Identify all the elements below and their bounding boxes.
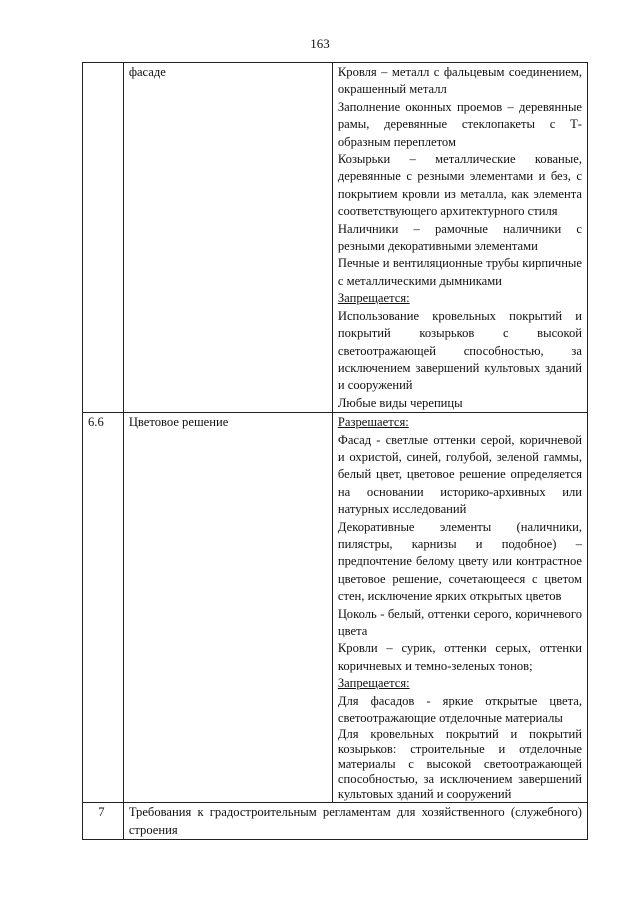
requirement-text: Декоративные элементы (наличники, пилястры, карнизы и подобное) – предпочтение белому цвету или контрастное цветовое решение, сочетающееся с цветом стен, исключение ярких открытых цветов — [337, 519, 582, 604]
row-name: Цветовое решение — [123, 413, 332, 803]
requirement-text: Цоколь - белый, оттенки серого, коричневого цвета — [337, 606, 582, 638]
table-row — [83, 63, 588, 413]
requirement-text: Кровли – сурик, оттенки серых, оттенки коричневых и темно-зеленых тонов; — [337, 641, 582, 673]
row-number: 6.6 — [83, 413, 124, 803]
page-number: 163 — [310, 36, 330, 51]
row-number — [83, 63, 124, 413]
requirement-text: Заполнение оконных проемов – деревянные рамы, деревянные стеклопакеты с Т- образным переплетом — [337, 99, 582, 149]
allowed-heading: Разрешается: — [337, 415, 409, 430]
section-heading: Требования к градостроительным регламентам для хозяйственного (служебного) строения — [123, 803, 587, 840]
requirement-text: Наличники – рамочные наличники с резными декоративными элементами — [337, 221, 582, 254]
table-row — [83, 413, 588, 803]
requirement-text: Для фасадов - яркие открытые цвета, светоотражающие отделочные материалы — [337, 693, 582, 726]
requirement-text: Для кровельных покрытий и покрытий козырьков: строительные и отделочные материалы с высокой светоотражающей способностью, за исключением завершений культовых зданий и сооружений — [337, 727, 582, 802]
regulations-table — [82, 62, 588, 840]
row-number: 7 — [83, 803, 124, 840]
prohibited-heading: Запрещается: — [337, 676, 410, 691]
table-row — [83, 803, 588, 840]
requirement-text: Козырьки – металлические кованые, деревянные с резными элементами и без, с покрытием кровли из металла, как элемента соответствующего архитектурного стиля — [337, 152, 582, 219]
row-requirements — [332, 63, 587, 413]
requirement-text: Фасад - светлые оттенки серой, коричневой и охристой, синей, голубой, зеленой гаммы, белый цвет, цветовое решение определяется на основании историко-архивных или натурных исследований — [337, 432, 582, 517]
requirement-text: Использование кровельных покрытий и покрытий козырьков с высокой светоотражающей способностью, за исключением завершений культовых зданий и сооружений — [337, 308, 582, 393]
row-requirements — [332, 413, 587, 803]
prohibited-heading: Запрещается: — [337, 291, 410, 306]
requirement-text: Печные и вентиляционные трубы кирпичные с металлическими дымниками — [337, 256, 582, 288]
requirement-text: Кровля – металл с фальцевым соединением, окрашенный металл — [337, 65, 582, 97]
requirement-text: Любые виды черепицы — [337, 395, 463, 410]
row-name: фасаде — [123, 63, 332, 413]
